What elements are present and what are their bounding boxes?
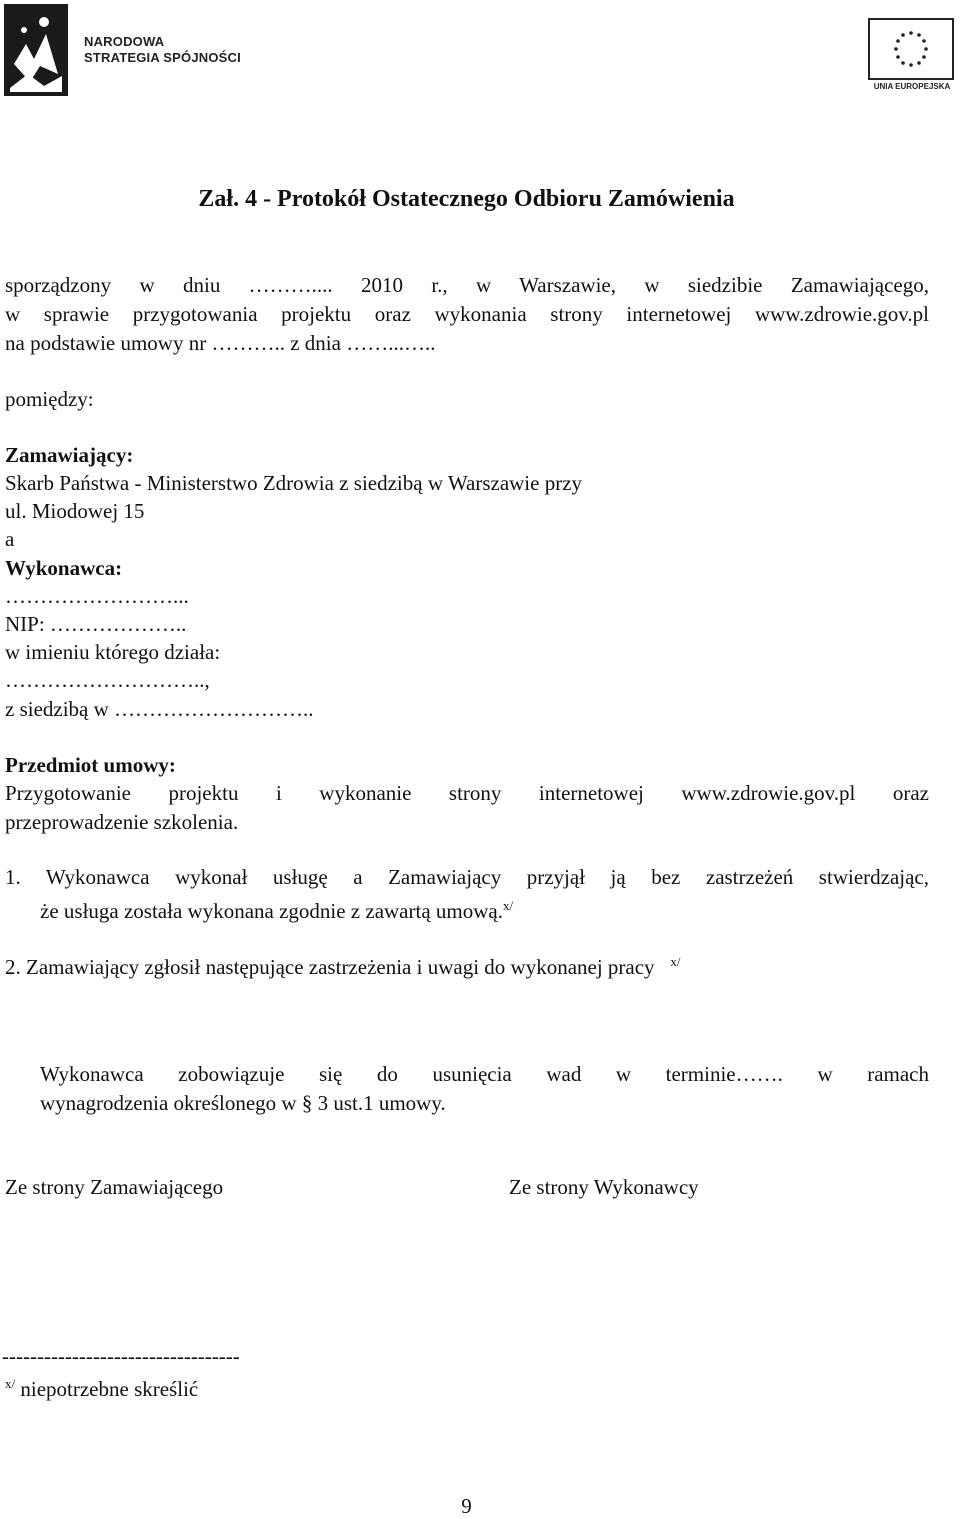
intro-line-2: w sprawie przygotowania projektu oraz wykonania strony internetowej www.zdrowie.gov.pl (5, 302, 929, 326)
wykonawca-nip: NIP: ……………….. (5, 612, 187, 636)
przedmiot-line-1: Przygotowanie projektu i wykonanie strony internetowej www.zdrowie.gov.pl oraz (5, 781, 929, 805)
footnote-text: niepotrzebne skreślić (15, 1377, 199, 1401)
item-2 (5, 950, 680, 979)
wykonawca-acting-placeholder: ……………………….., (5, 668, 210, 692)
obligation-line-1: Wykonawca zobowiązuje się do usunięcia wad w terminie……. w ramach (40, 1062, 929, 1086)
item-1-line-2 (40, 894, 513, 923)
item-1-text: że usługa została wykonana zgodnie z zawartą umową. (40, 899, 503, 923)
wykonawca-heading: Wykonawca: (5, 556, 123, 580)
item-2-footnote-mark: x/ (670, 954, 681, 969)
document-title: Zał. 4 - Protokół Ostatecznego Odbioru Zamówienia (198, 186, 735, 212)
zamawiajacy-heading: Zamawiający: (5, 443, 134, 467)
eu-label: UNIA EUROPEJSKA (873, 82, 951, 91)
przedmiot-heading: Przedmiot umowy: (5, 753, 176, 777)
footnote-rule: ---------------------------------- (2, 1344, 240, 1368)
and-label: a (5, 527, 15, 551)
signature-wykonawca: Ze strony Wykonawcy (509, 1175, 699, 1199)
footnote (5, 1372, 198, 1401)
strategy-logo-icon (4, 4, 68, 96)
logo-text-line2: STRATEGIA SPÓJNOŚCI (84, 50, 241, 65)
przedmiot-line-2: przeprowadzenie szkolenia. (5, 810, 239, 834)
zamawiajacy-line-1: Skarb Państwa - Ministerstwo Zdrowia z siedzibą w Warszawie przy (5, 471, 583, 495)
item-2-text: 2. Zamawiający zgłosił następujące zastrzeżenia i uwagi do wykonanej pracy (5, 955, 655, 979)
obligation-line-2: wynagrodzenia określonego w § 3 ust.1 umowy. (40, 1091, 446, 1115)
page-number: 9 (461, 1494, 472, 1518)
wykonawca-acting: w imieniu którego działa: (5, 640, 221, 664)
zamawiajacy-line-2: ul. Miodowej 15 (5, 499, 145, 523)
between-label: pomiędzy: (5, 387, 94, 411)
footnote-mark: x/ (5, 1376, 16, 1391)
eu-logo (868, 18, 960, 94)
wykonawca-name-placeholder: ……………………... (5, 584, 189, 608)
item-1-line-1: 1. Wykonawca wykonał usługę a Zamawiający przyjął ją bez zastrzeżeń stwierdzając, (5, 865, 929, 889)
logo-text-line1: NARODOWA (84, 34, 165, 49)
signature-zamawiajacy: Ze strony Zamawiającego (5, 1175, 224, 1199)
intro-line-3: na podstawie umowy nr ……….. z dnia ……...….. (5, 331, 436, 355)
intro-line-1: sporządzony w dniu ……….... 2010 r., w Warszawie, w siedzibie Zamawiającego, (5, 273, 929, 297)
eu-flag-icon (868, 18, 954, 80)
item-1-footnote-mark: x/ (502, 898, 514, 913)
narodowa-strategia-logo (4, 4, 244, 96)
wykonawca-seat: z siedzibą w ……………………….. (5, 697, 314, 721)
